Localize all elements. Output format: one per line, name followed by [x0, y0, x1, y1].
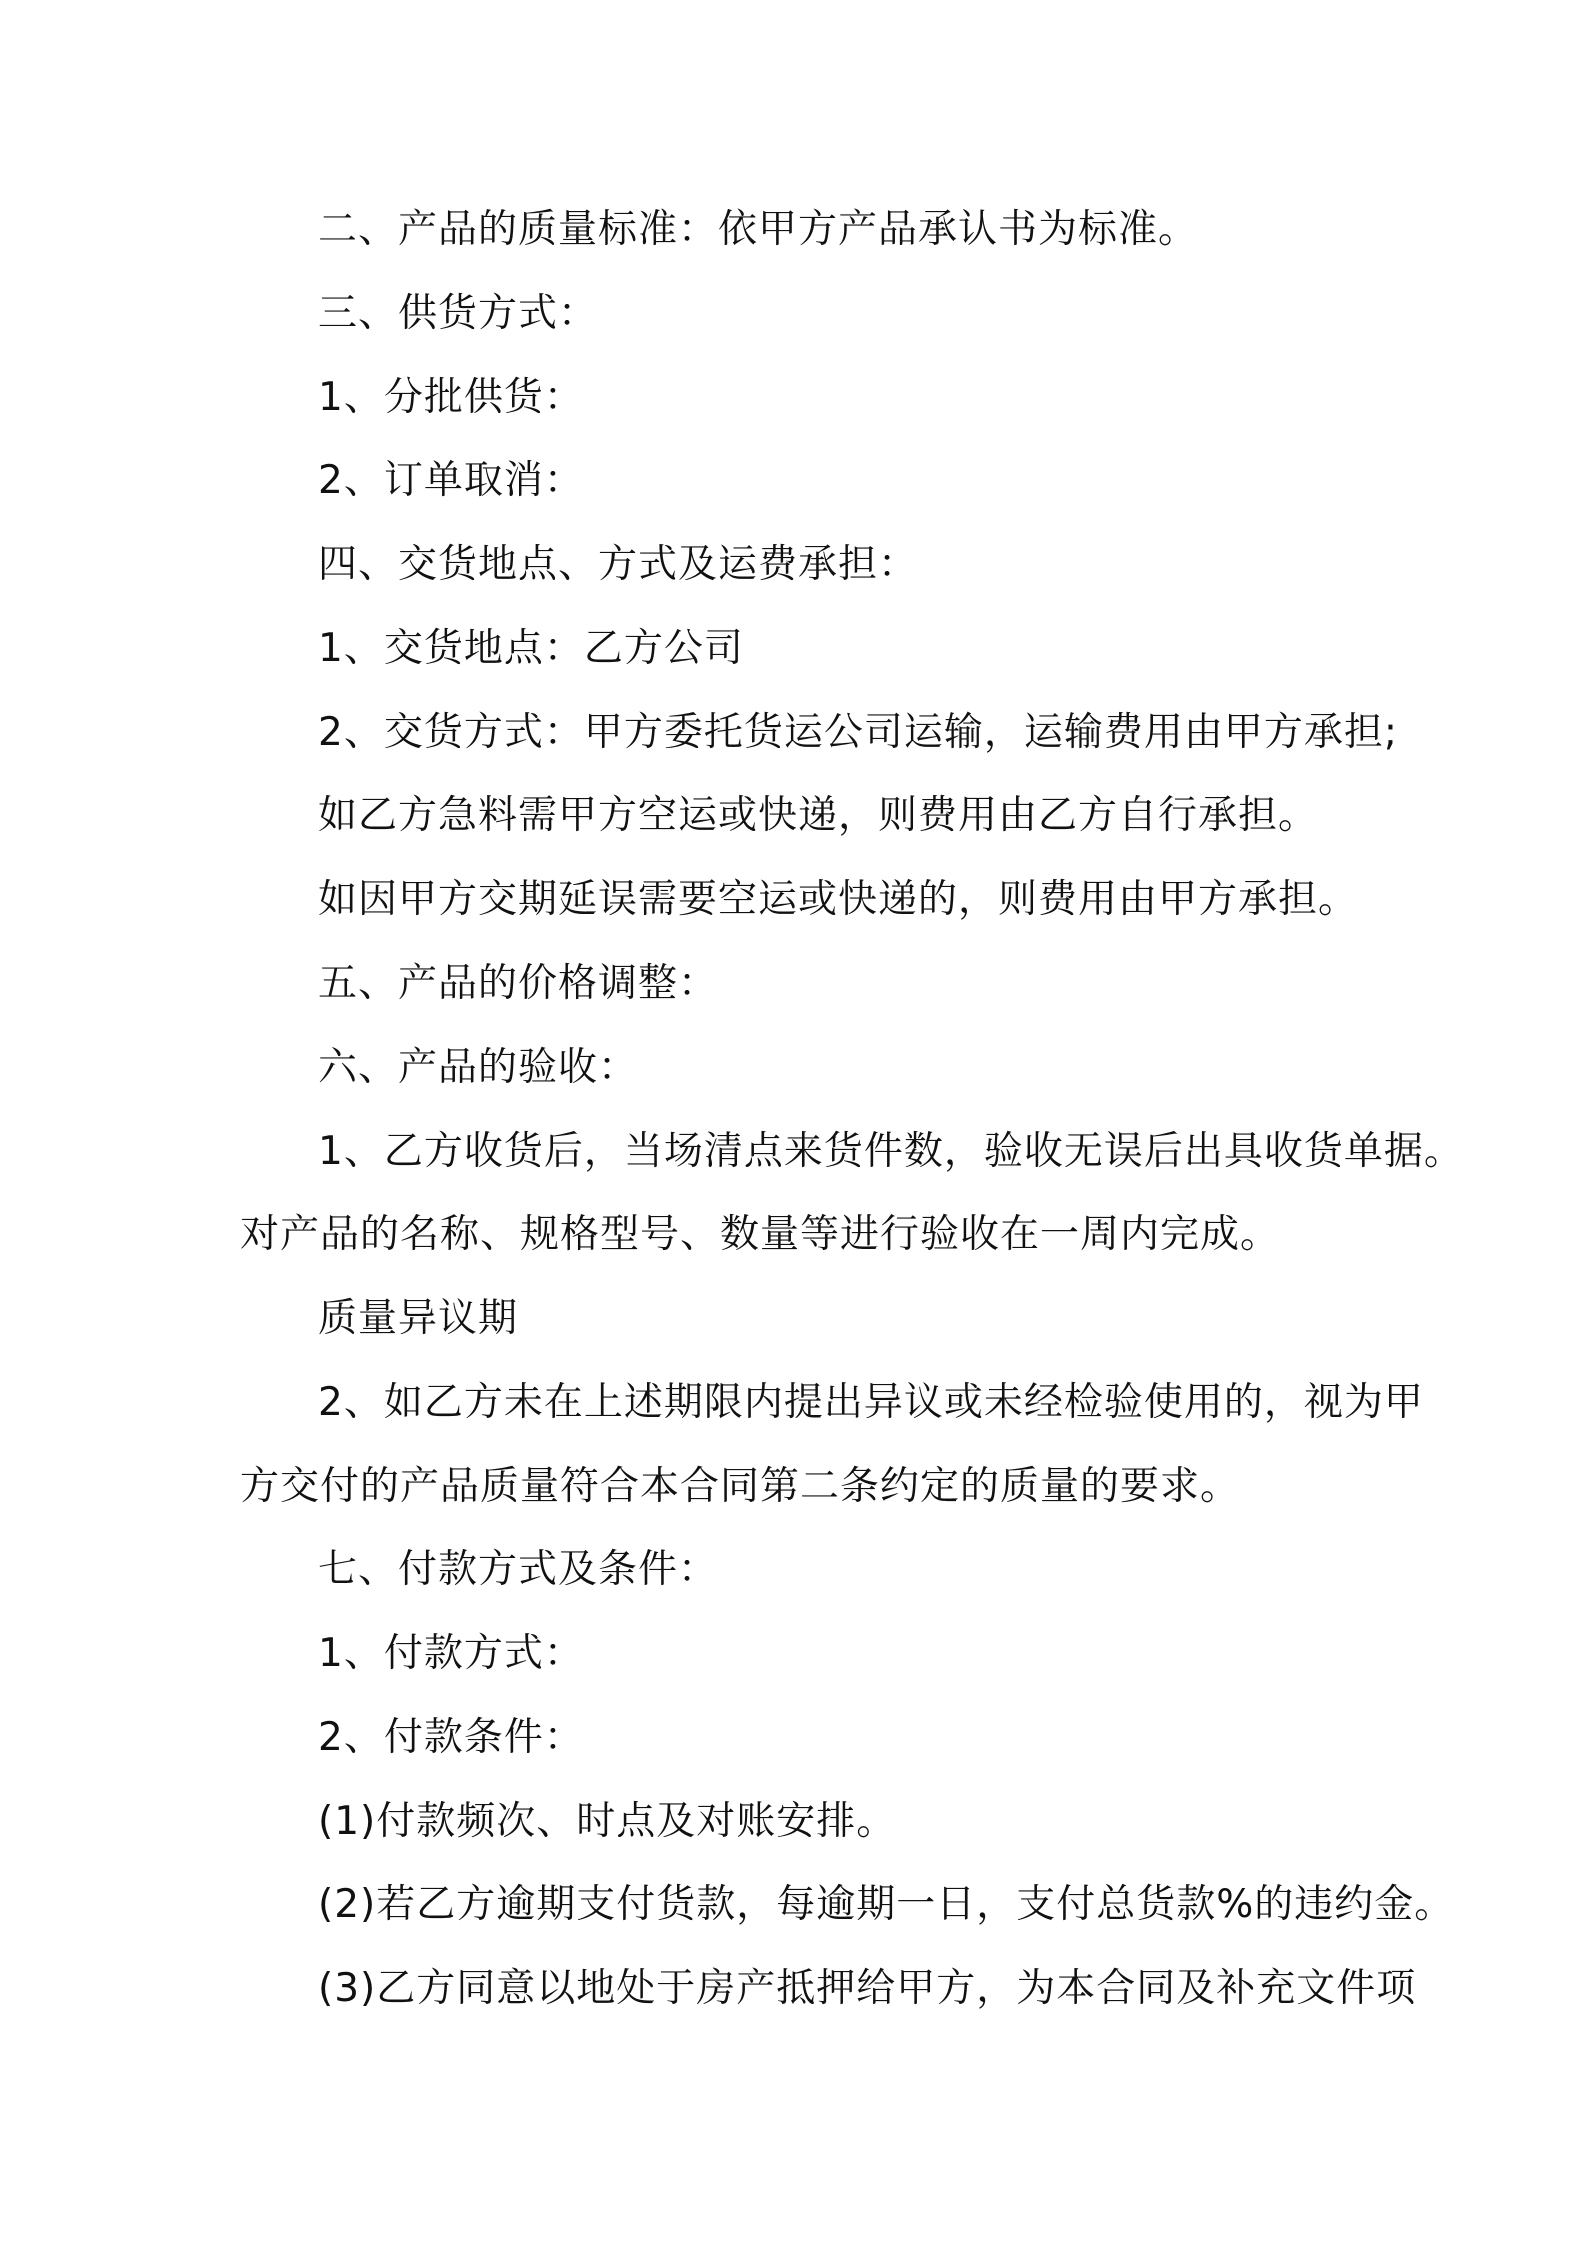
item-payment-method: 1、付款方式：	[318, 1631, 584, 1676]
item-batch-supply: 1、分批供货：	[318, 375, 584, 420]
paragraph-delay-cost: 如因甲方交期延误需要空运或快递的，则费用由甲方承担。	[318, 877, 1359, 922]
quality-objection-period: 质量异议期	[318, 1296, 519, 1341]
clause-supply-method: 三、供货方式：	[318, 291, 599, 336]
clause-payment: 七、付款方式及条件：	[318, 1547, 719, 1592]
clause-delivery: 四、交货地点、方式及运费承担：	[318, 542, 919, 587]
clause-quality-standard: 二、产品的质量标准：依甲方产品承认书为标准。	[318, 207, 1199, 252]
item-delivery-method: 2、交货方式：甲方委托货运公司运输，运输费用由甲方承担;	[318, 710, 1398, 755]
item-acceptance-2-cont: 方交付的产品质量符合本合同第二条约定的质量的要求。	[240, 1464, 1241, 1509]
payment-sub-1: (1)付款频次、时点及对账安排。	[318, 1799, 897, 1844]
paragraph-urgent-material: 如乙方急料需甲方空运或快递，则费用由乙方自行承担。	[318, 793, 1319, 838]
item-payment-terms: 2、付款条件：	[318, 1715, 584, 1760]
clause-price-adjustment: 五、产品的价格调整：	[318, 961, 719, 1006]
payment-sub-2: (2)若乙方逾期支付货款，每逾期一日，支付总货款%的违约金。	[318, 1882, 1455, 1927]
item-order-cancel: 2、订单取消：	[318, 458, 584, 503]
item-acceptance-1: 1、乙方收货后，当场清点来货件数，验收无误后出具收货单据。	[318, 1129, 1464, 1174]
payment-sub-3: (3)乙方同意以地处于房产抵押给甲方，为本合同及补充文件项	[318, 1966, 1417, 2011]
clause-acceptance: 六、产品的验收：	[318, 1045, 639, 1090]
item-acceptance-1-cont: 对产品的名称、规格型号、数量等进行验收在一周内完成。	[240, 1212, 1281, 1257]
item-acceptance-2: 2、如乙方未在上述期限内提出异议或未经检验使用的，视为甲	[318, 1380, 1424, 1425]
item-delivery-place: 1、交货地点：乙方公司	[318, 626, 744, 671]
